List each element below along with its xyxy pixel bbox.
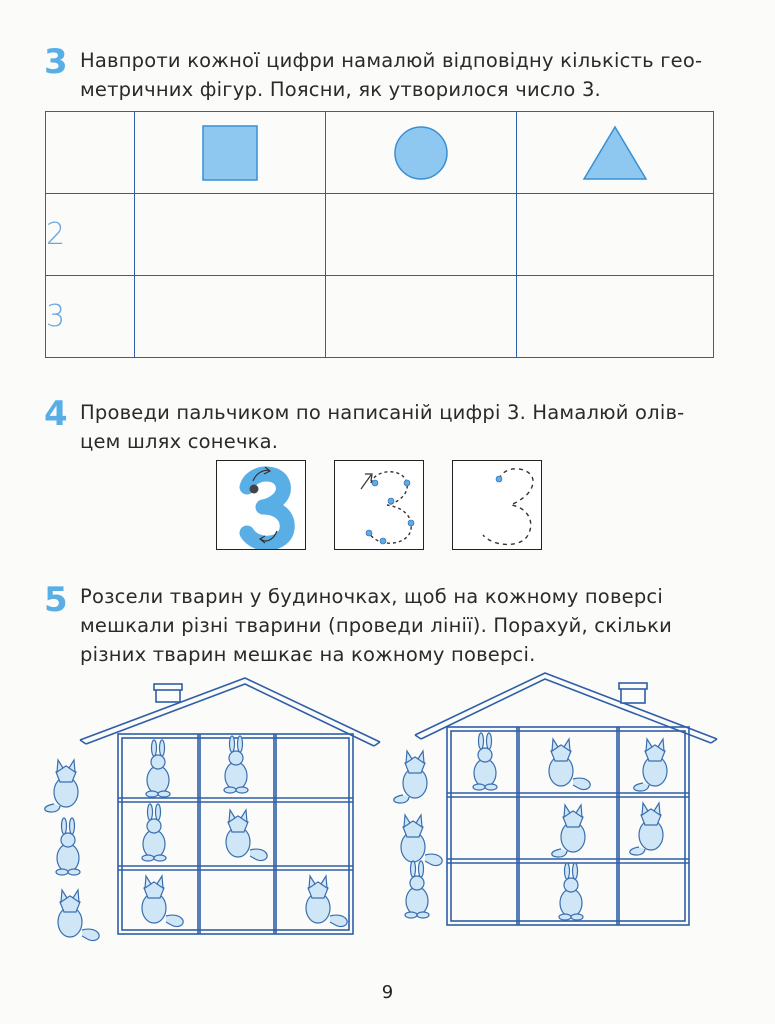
answer-cell[interactable]	[517, 276, 714, 358]
task-number-5: 5	[44, 580, 68, 620]
dotted-three-path-icon	[335, 461, 423, 549]
triangle-icon	[580, 123, 650, 183]
page-number: 9	[381, 982, 394, 1003]
task-4-text	[80, 398, 720, 456]
task-number-3: 3	[44, 42, 68, 82]
house-left	[40, 670, 385, 945]
answer-cell[interactable]	[326, 276, 517, 358]
task-5-text	[80, 582, 720, 669]
animal-icons	[394, 733, 667, 920]
table-corner-cell	[46, 112, 135, 194]
task-5-line-3: різних тварин мешкає на кожному поверсі.	[80, 643, 536, 666]
shape-count-table	[45, 111, 714, 358]
triangle-cell	[517, 112, 714, 194]
trace-box-dashed[interactable]	[452, 460, 542, 550]
big-three-digit-icon	[217, 461, 305, 549]
trace-box-solid[interactable]	[216, 460, 306, 550]
task-4-line-2: цем шлях сонечка.	[80, 430, 279, 453]
task-3-line-2: метричних фігур. Поясни, як утворилося число 3.	[80, 78, 601, 101]
task-5-line-2: мешкали різні тварини (проведи лінії). Порахуй, скільки	[80, 614, 672, 637]
task-5-line-1: Розсели тварин у будиночках, щоб на кожному поверсі	[80, 585, 663, 608]
square-cell	[135, 112, 326, 194]
row-digit-2: 2	[46, 194, 135, 276]
circle-cell	[326, 112, 517, 194]
answer-cell[interactable]	[326, 194, 517, 276]
dashed-three-path-icon	[453, 461, 541, 549]
task-3-text	[80, 46, 720, 104]
answer-cell[interactable]	[135, 194, 326, 276]
trace-box-ladybug-path[interactable]	[334, 460, 424, 550]
task-3-line-1: Навпроти кожної цифри намалюй відповідну кількість гео-	[80, 49, 703, 72]
animal-icons	[45, 736, 347, 941]
circle-icon	[391, 123, 451, 183]
house-right	[385, 665, 730, 940]
row-digit-3: 3	[46, 276, 135, 358]
answer-cell[interactable]	[517, 194, 714, 276]
task-4-line-1: Проведи пальчиком по написаній цифрі 3. Намалюй олів-	[80, 401, 685, 424]
answer-cell[interactable]	[135, 276, 326, 358]
task-number-4: 4	[44, 394, 68, 434]
square-icon	[200, 123, 260, 183]
